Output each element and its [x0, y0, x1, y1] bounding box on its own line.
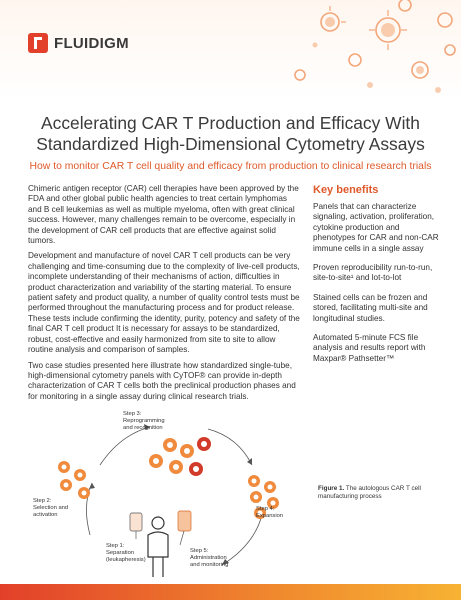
cell-cluster-selection	[58, 461, 90, 499]
blood-bag-icon	[130, 513, 142, 539]
key-benefits-panel	[313, 184, 439, 373]
step-2-label: Step 2: Selection and activation	[33, 498, 69, 518]
key-benefit-item: Stained cells can be frozen and stored, facilitating multi-site and longitudinal studies.	[313, 292, 428, 323]
page-title: Accelerating CAR T Production and Efficacy With Standardized High-Dimensional Cytometry Assays	[36, 113, 425, 154]
fluidigm-logo	[28, 33, 129, 53]
step-1-label: Step 1: Separation (leukapheresis)	[106, 543, 146, 563]
body-paragraph: Chimeric antigen receptor (CAR) cell therapies have been approved by the FDA and other global public health agencies to treat certain lymphomas and B cell leukemias as well as multiple myeloma, often with great clinical success. However, many challenges remain to be overcome, especially in the development of CAR cell products that are effective against solid tumors.	[28, 184, 299, 246]
patient-figure	[148, 517, 168, 577]
figure-caption-text: The autologous CAR T cell manufacturing process	[318, 485, 421, 500]
step-5-label: Step 5: Administration and monitoring	[190, 548, 229, 568]
figure-caption-label: Figure 1.	[318, 485, 345, 492]
infusion-bag-icon	[178, 511, 191, 545]
figure-caption	[318, 485, 438, 501]
header-banner	[0, 0, 461, 100]
car-t-process-figure	[30, 405, 300, 585]
key-benefit-item: Automated 5-minute FCS file analysis and results report with Maxpar® Pathsetter™	[313, 333, 426, 363]
body-text	[28, 184, 302, 407]
key-benefits-title: Key benefits	[313, 184, 379, 196]
key-benefit-item: Panels that can characterize signaling, activation, proliferation, cytokine production and phenotypes for CAR and non-CAR immune cells in a single assay	[313, 202, 439, 253]
page-subtitle: How to monitor CAR T cell quality and efficacy from production to clinical research trials	[29, 161, 432, 172]
step-3-label: Step 3: Reprogramming and recognition	[123, 411, 165, 431]
key-benefit-item: Proven reproducibility run-to-run, site-to-site¹ and lot-to-lot	[313, 263, 433, 283]
body-paragraph: Two case studies presented here illustrate how standardized single-tube, high-dimensional cytometry panels with CyTOF® can provide in-depth characterization of CAR T cells both the preclinical production phases and for monitoring in a single assay during clinical research trials.	[28, 360, 296, 401]
logo-text: FLUIDIGM	[54, 34, 129, 52]
footer-band	[0, 584, 461, 600]
cell-cluster-reprogramming	[149, 437, 211, 476]
process-cycle-diagram	[30, 405, 300, 585]
fluidigm-logo-icon	[28, 33, 48, 53]
step-4-label: Step 4: Expansion	[256, 506, 284, 519]
body-paragraph: Development and manufacture of novel CAR T cell products can be very challenging and time-consuming due to the complexity of live-cell products, incomplete understanding of their mechanisms of action, difficulties in product characterization and variability of the starting material. To ensure patient safety and product quality, a number of quality control tests must be performed throughout the manufacturing process and for product release. These tests include confirming the identity, purity, potency and safety of the final CAR T cell product It is necessary for assays to be standardized, robust, cost-effective and easily harmonized from site to site to allow routine analysis and comparison of samples.	[28, 251, 300, 355]
